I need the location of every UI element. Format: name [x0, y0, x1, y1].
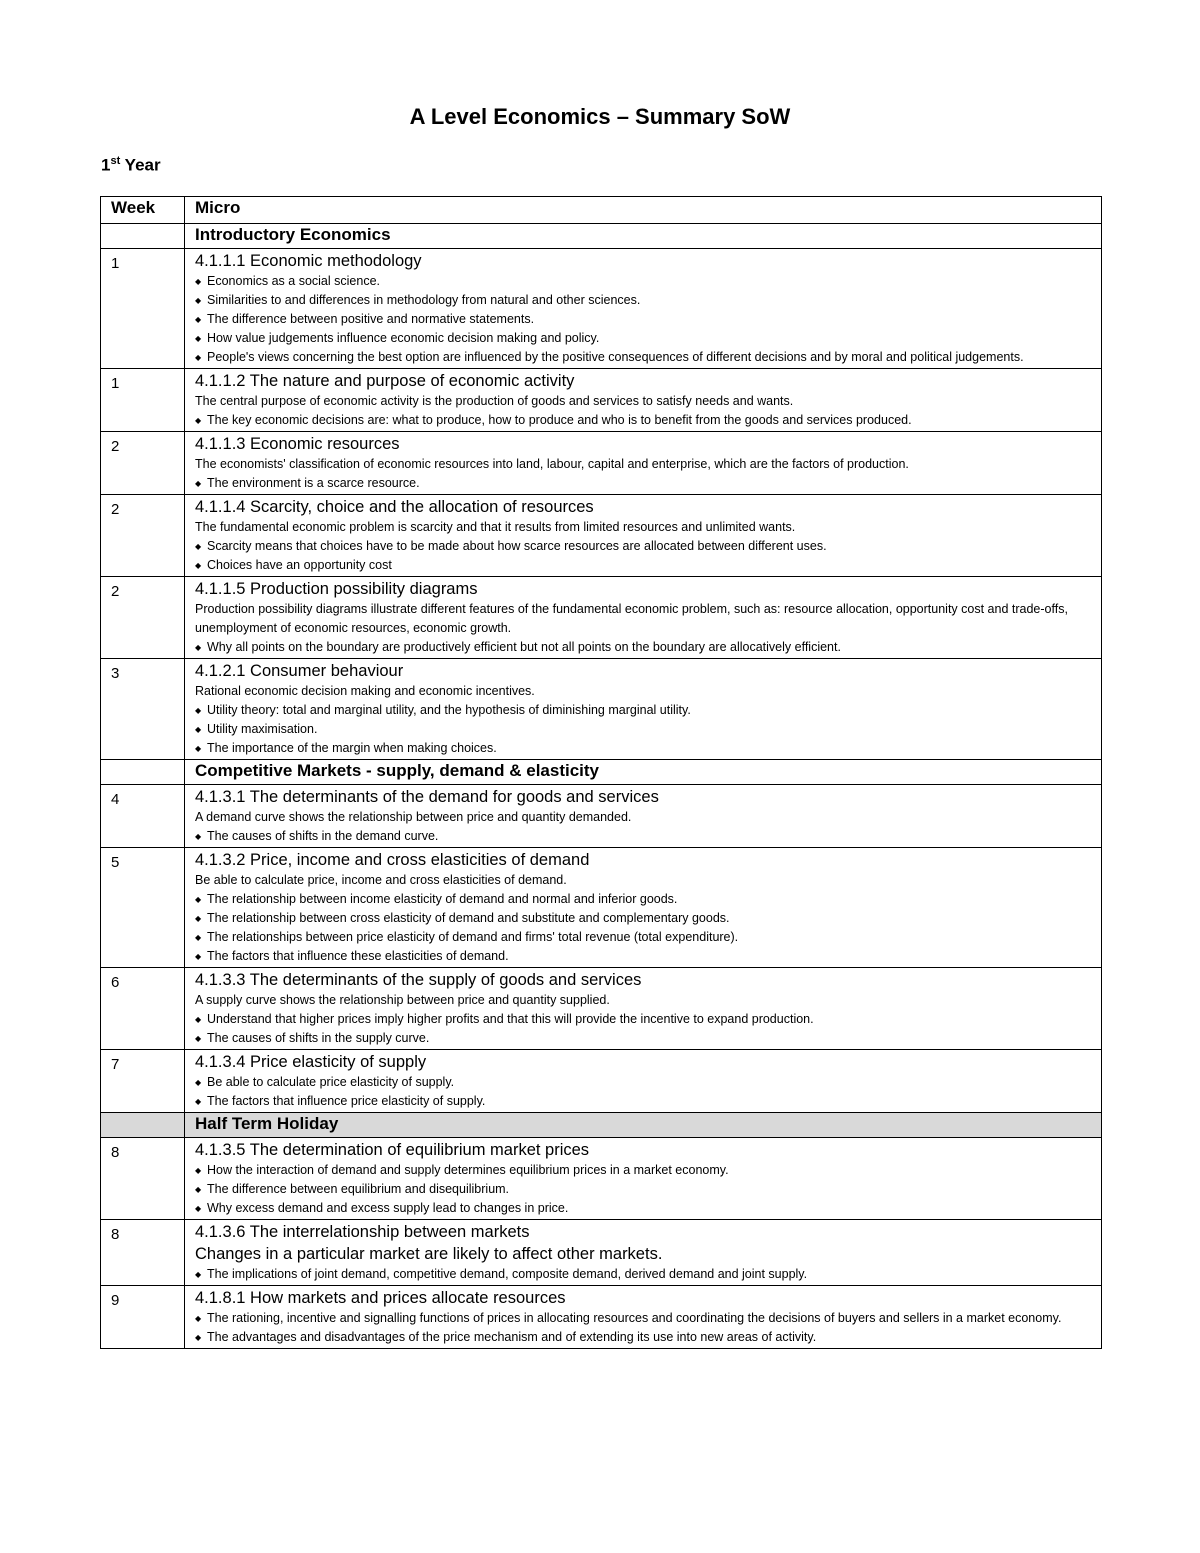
bullet-item: ◆ The relationship between income elasticity of demand and normal and inferior goods. — [195, 890, 1097, 909]
bullet-item: ◆ Why all points on the boundary are productively efficient but not all points on the boundary are allocatively efficient. — [195, 638, 1097, 657]
topic-intro: Rational economic decision making and economic incentives. — [195, 684, 535, 698]
week-number: 8 — [101, 1138, 185, 1220]
section-title: Competitive Markets - supply, demand & elasticity — [185, 760, 1102, 785]
section-week-cell — [101, 1113, 185, 1138]
topic-row — [101, 577, 1102, 659]
bullet-item: ◆ The factors that influence price elasticity of supply. — [195, 1092, 1097, 1111]
content-column-header: Micro — [185, 197, 1102, 224]
topic-intro: A supply curve shows the relationship between price and quantity supplied. — [195, 993, 610, 1007]
section-title: Half Term Holiday — [185, 1113, 1102, 1138]
topic-title: 4.1.2.1 Consumer behaviour — [195, 662, 404, 680]
year-heading — [101, 155, 161, 176]
section-week-cell — [101, 760, 185, 785]
topic-intro: The fundamental economic problem is scarcity and that it results from limited resources and unlimited wants. — [195, 520, 796, 534]
bullet-list — [195, 827, 1097, 846]
topic-row — [101, 785, 1102, 848]
topic-intro: Be able to calculate price, income and cross elasticities of demand. — [195, 873, 567, 887]
topic-title: 4.1.3.6 The interrelationship between markets — [195, 1223, 530, 1241]
bullet-item: ◆ People's views concerning the best option are influenced by the positive consequences of different decisions and by moral and political judgements. — [195, 348, 1097, 367]
topic-title: 4.1.3.2 Price, income and cross elasticities of demand — [195, 851, 590, 869]
bullet-item: ◆ The importance of the margin when making choices. — [195, 739, 1097, 758]
bullet-item: ◆ The key economic decisions are: what to produce, how to produce and who is to benefit from the goods and services produced. — [195, 411, 1097, 430]
bullet-item: ◆ The relationship between cross elasticity of demand and substitute and complementary goods. — [195, 909, 1097, 928]
bullet-item: ◆ The advantages and disadvantages of the price mechanism and of extending its use into new areas of activity. — [195, 1328, 1097, 1347]
topic-content — [185, 432, 1102, 495]
table-body — [101, 224, 1102, 1349]
topic-row — [101, 1050, 1102, 1113]
bullet-item: ◆ How value judgements influence economic decision making and policy. — [195, 329, 1097, 348]
section-row — [101, 760, 1102, 785]
topic-title: 4.1.3.4 Price elasticity of supply — [195, 1053, 427, 1071]
section-title: Introductory Economics — [185, 224, 1102, 249]
topic-row — [101, 848, 1102, 968]
week-number: 3 — [101, 659, 185, 760]
year-number: 1 — [101, 155, 111, 175]
topic-content — [185, 1138, 1102, 1220]
bullet-list — [195, 701, 1097, 758]
topic-title: 4.1.3.1 The determinants of the demand for goods and services — [195, 788, 659, 806]
topic-row — [101, 249, 1102, 369]
bullet-list — [195, 272, 1097, 367]
bullet-item: ◆ Similarities to and differences in methodology from natural and other sciences. — [195, 291, 1097, 310]
bullet-item: ◆ Scarcity means that choices have to be made about how scarce resources are allocated between different uses. — [195, 537, 1097, 556]
topic-title: 4.1.1.4 Scarcity, choice and the allocation of resources — [195, 498, 594, 516]
topic-row — [101, 432, 1102, 495]
week-number: 9 — [101, 1286, 185, 1349]
bullet-list — [195, 474, 1097, 493]
week-number: 4 — [101, 785, 185, 848]
week-number: 1 — [101, 249, 185, 369]
week-number: 2 — [101, 432, 185, 495]
year-label: Year — [124, 155, 161, 175]
bullet-item: ◆ Be able to calculate price elasticity of supply. — [195, 1073, 1097, 1092]
week-number: 7 — [101, 1050, 185, 1113]
topic-content — [185, 848, 1102, 968]
topic-title: 4.1.3.5 The determination of equilibrium market prices — [195, 1141, 590, 1159]
topic-content — [185, 1050, 1102, 1113]
bullet-item: ◆ The implications of joint demand, competitive demand, composite demand, derived demand and joint supply. — [195, 1265, 1097, 1284]
bullet-item: ◆ Choices have an opportunity cost — [195, 556, 1097, 575]
bullet-item: ◆ The factors that influence these elasticities of demand. — [195, 947, 1097, 966]
topic-intro: The central purpose of economic activity is the production of goods and services to satisfy needs and wants. — [195, 394, 794, 408]
section-week-cell — [101, 224, 185, 249]
bullet-list — [195, 1265, 1097, 1284]
page-title: A Level Economics – Summary SoW — [409, 104, 791, 129]
bullet-item: ◆ The relationships between price elasticity of demand and firms' total revenue (total expenditure). — [195, 928, 1097, 947]
topic-title: 4.1.1.3 Economic resources — [195, 435, 400, 453]
bullet-item: ◆ The difference between positive and normative statements. — [195, 310, 1097, 329]
topic-title: 4.1.3.3 The determinants of the supply of goods and services — [195, 971, 642, 989]
topic-intro: A demand curve shows the relationship between price and quantity demanded. — [195, 810, 632, 824]
topic-content — [185, 659, 1102, 760]
topic-content — [185, 968, 1102, 1050]
bullet-list — [195, 1073, 1097, 1111]
section-row — [101, 224, 1102, 249]
topic-title: 4.1.1.2 The nature and purpose of economic activity — [195, 372, 575, 390]
bullet-item: ◆ The rationing, incentive and signalling functions of prices in allocating resources and coordinating the decisions of buyers and sellers in a market economy. — [195, 1309, 1097, 1328]
bullet-item: ◆ Understand that higher prices imply higher profits and that this will provide the incentive to expand production. — [195, 1010, 1097, 1029]
bullet-list — [195, 1010, 1097, 1048]
week-number: 6 — [101, 968, 185, 1050]
topic-title: 4.1.8.1 How markets and prices allocate resources — [195, 1289, 566, 1307]
bullet-list — [195, 638, 1097, 657]
topic-content — [185, 1220, 1102, 1286]
bullet-item: ◆ Why excess demand and excess supply lead to changes in price. — [195, 1199, 1097, 1218]
bullet-item: ◆ The environment is a scarce resource. — [195, 474, 1097, 493]
topic-content — [185, 249, 1102, 369]
bullet-item: ◆ Utility theory: total and marginal utility, and the hypothesis of diminishing marginal utility. — [195, 701, 1097, 720]
week-column-header: Week — [101, 197, 185, 224]
bullet-item: ◆ The difference between equilibrium and disequilibrium. — [195, 1180, 1097, 1199]
table-header-row — [101, 197, 1102, 224]
year-suffix: st — [110, 155, 121, 167]
topic-intro: Production possibility diagrams illustrate different features of the fundamental economic problem, such as: resource allocation, opportunity cost and trade-offs, unemployment of economic resources, economic growth. — [195, 602, 1068, 635]
bullet-item: ◆ The causes of shifts in the supply curve. — [195, 1029, 1097, 1048]
bullet-item: ◆ How the interaction of demand and supply determines equilibrium prices in a market economy. — [195, 1161, 1097, 1180]
bullet-item: ◆ Economics as a social science. — [195, 272, 1097, 291]
topic-row — [101, 1220, 1102, 1286]
topic-content — [185, 577, 1102, 659]
scheme-of-work-table — [100, 196, 1102, 1349]
topic-title: 4.1.1.5 Production possibility diagrams — [195, 580, 478, 598]
topic-content — [185, 1286, 1102, 1349]
topic-title: 4.1.1.1 Economic methodology — [195, 252, 422, 270]
topic-content — [185, 785, 1102, 848]
week-number: 1 — [101, 369, 185, 432]
bullet-list — [195, 537, 1097, 575]
week-number: 2 — [101, 495, 185, 577]
topic-intro: The economists' classification of economic resources into land, labour, capital and enterprise, which are the factors of production. — [195, 457, 909, 471]
topic-row — [101, 1138, 1102, 1220]
bullet-item: ◆ The causes of shifts in the demand curve. — [195, 827, 1097, 846]
topic-content — [185, 495, 1102, 577]
bullet-list — [195, 1161, 1097, 1218]
bullet-list — [195, 411, 1097, 430]
section-row — [101, 1113, 1102, 1138]
week-number: 5 — [101, 848, 185, 968]
topic-row — [101, 495, 1102, 577]
topic-intro: Changes in a particular market are likely to affect other markets. — [195, 1245, 663, 1263]
topic-row — [101, 1286, 1102, 1349]
topic-row — [101, 369, 1102, 432]
topic-row — [101, 968, 1102, 1050]
bullet-item: ◆ Utility maximisation. — [195, 720, 1097, 739]
topic-row — [101, 659, 1102, 760]
topic-content — [185, 369, 1102, 432]
bullet-list — [195, 1309, 1097, 1347]
week-number: 8 — [101, 1220, 185, 1286]
week-number: 2 — [101, 577, 185, 659]
bullet-list — [195, 890, 1097, 966]
